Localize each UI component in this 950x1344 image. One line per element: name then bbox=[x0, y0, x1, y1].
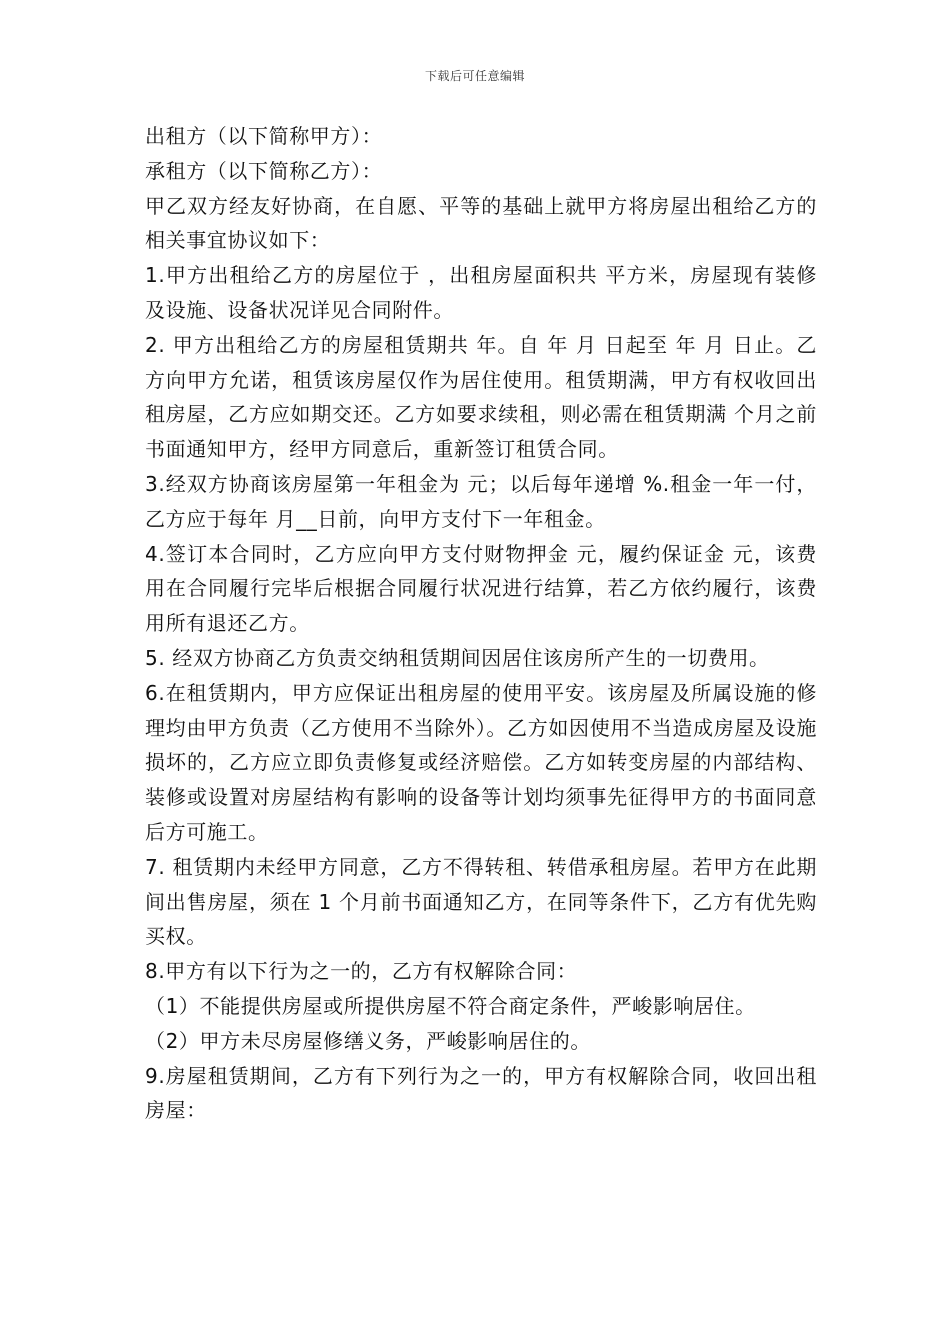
contract-body bbox=[145, 119, 817, 1128]
page-header: 下载后可任意编辑 bbox=[424, 69, 525, 83]
clause-8-item-2: （2）甲方未尽房屋修缮义务，严峻影响居住的。 bbox=[145, 1028, 591, 1053]
clause-5: 5. 经双方协商乙方负责交纳租赁期间因居住该房所产生的一切费用。 bbox=[145, 645, 770, 670]
clause-6: 6.在租赁期内，甲方应保证出租房屋的使用平安。该房屋及所属设施的修理均由甲方负责（乙方使用不当除外）。乙方如因使用不当造成房屋及设施损坏的，乙方应立即负责修复或经济赔偿。乙方如转变房屋的内部结构、装修或设置对房屋结构有影响的设备等计划均须事先征得甲方的书面同意后方可施工。 bbox=[145, 680, 817, 844]
paragraph-lessor: 出租方（以下简称甲方）： bbox=[145, 124, 383, 148]
clause-2: 2. 甲方出租给乙方的房屋租赁期共 年。自 年 月 日起至 年 月 日止。乙方向甲方允诺，租赁该房屋仅作为居住使用。租赁期满，甲方有权收回出租房屋，乙方应如期交还。乙方如要求续租，则必需在租赁期满 个月之前书面通知甲方，经甲方同意后，重新签订租赁合同。 bbox=[145, 332, 817, 462]
clause-1: 1.甲方出租给乙方的房屋位于 ，出租房屋面积共 平方米，房屋现有装修及设施、设备状况详见合同附件。 bbox=[145, 263, 817, 322]
paragraph-preamble: 甲乙双方经友好协商，在自愿、平等的基础上就甲方将房屋出租给乙方的相关事宜协议如下： bbox=[145, 193, 817, 253]
clause-4: 4.签订本合同时，乙方应向甲方支付财物押金 元，履约保证金 元，该费用在合同履行完毕后根据合同履行状况进行结算，若乙方依约履行，该费用所有退还乙方。 bbox=[145, 541, 817, 636]
clause-3: 3.经双方协商该房屋第一年租金为 元；以后每年递增 %.租金一年一付，乙方应于每年 月__日前，向甲方支付下一年租金。 bbox=[145, 471, 817, 531]
clause-9: 9.房屋租赁期间，乙方有下列行为之一的，甲方有权解除合同，收回出租房屋： bbox=[145, 1063, 817, 1123]
clause-7: 7. 租赁期内未经甲方同意，乙方不得转租、转借承租房屋。若甲方在此期间出售房屋，须在 1 个月前书面通知乙方，在同等条件下，乙方有优先购买权。 bbox=[145, 854, 817, 949]
clause-8-item-1: （1）不能提供房屋或所提供房屋不符合商定条件，严峻影响居住。 bbox=[145, 993, 756, 1018]
paragraph-lessee: 承租方（以下简称乙方）： bbox=[145, 158, 383, 183]
clause-8: 8.甲方有以下行为之一的，乙方有权解除合同： bbox=[145, 959, 578, 984]
